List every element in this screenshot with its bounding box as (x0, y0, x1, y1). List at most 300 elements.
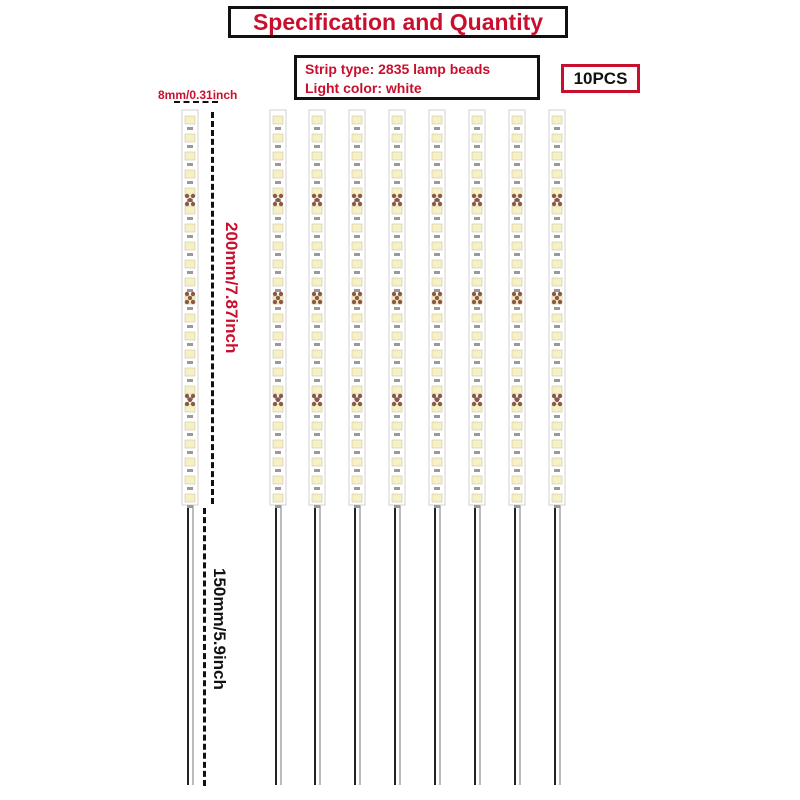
copper-pad (392, 292, 396, 296)
led-bead (432, 350, 442, 358)
led-bead (312, 152, 322, 160)
copper-pad (515, 398, 519, 402)
led-bead (352, 170, 362, 178)
led-bead (512, 350, 522, 358)
copper-pad (355, 296, 359, 300)
led-bead (312, 278, 322, 286)
led-bead (472, 152, 482, 160)
resistor (514, 163, 520, 166)
resistor (354, 253, 360, 256)
copper-pad (552, 394, 556, 398)
led-bead (312, 386, 322, 394)
resistor (394, 145, 400, 148)
led-bead (472, 458, 482, 466)
led-bead (552, 314, 562, 322)
resistor (554, 469, 560, 472)
copper-pad (472, 300, 476, 304)
copper-pad (438, 292, 442, 296)
resistor (554, 181, 560, 184)
copper-pad (518, 292, 522, 296)
copper-pad (435, 198, 439, 202)
resistor (275, 217, 281, 220)
led-bead (185, 170, 195, 178)
led-bead (312, 440, 322, 448)
resistor (434, 217, 440, 220)
led-bead (273, 278, 283, 286)
resistor (314, 271, 320, 274)
led-bead (432, 332, 442, 340)
resistor (275, 181, 281, 184)
copper-pad (552, 194, 556, 198)
resistor (434, 415, 440, 418)
copper-pad (472, 202, 476, 206)
copper-pad (279, 194, 283, 198)
led-bead (432, 170, 442, 178)
resistor (554, 361, 560, 364)
copper-pad (188, 198, 192, 202)
copper-pad (279, 202, 283, 206)
copper-pad (318, 194, 322, 198)
copper-pad (438, 402, 442, 406)
led-bead (392, 260, 402, 268)
copper-pad (435, 296, 439, 300)
copper-pad (191, 402, 195, 406)
resistor (514, 415, 520, 418)
led-bead (273, 242, 283, 250)
led-bead (185, 494, 195, 502)
led-bead (273, 368, 283, 376)
resistor (275, 235, 281, 238)
resistor (434, 505, 440, 508)
resistor (434, 325, 440, 328)
resistor (354, 379, 360, 382)
resistor (554, 163, 560, 166)
copper-pad (358, 394, 362, 398)
led-bead (512, 314, 522, 322)
led-bead (472, 476, 482, 484)
copper-pad (312, 194, 316, 198)
resistor (434, 163, 440, 166)
resistor (554, 343, 560, 346)
copper-pad (279, 292, 283, 296)
led-bead (512, 368, 522, 376)
resistor (354, 181, 360, 184)
copper-pad (558, 402, 562, 406)
resistor (275, 505, 281, 508)
copper-pad (555, 296, 559, 300)
copper-pad (478, 292, 482, 296)
copper-pad (188, 296, 192, 300)
led-bead (392, 278, 402, 286)
led-bead (185, 440, 195, 448)
led-bead (472, 206, 482, 214)
resistor (434, 181, 440, 184)
led-bead (472, 242, 482, 250)
resistor (554, 415, 560, 418)
led-bead (512, 152, 522, 160)
led-bead (392, 152, 402, 160)
copper-pad (318, 394, 322, 398)
resistor (275, 145, 281, 148)
resistor (187, 361, 193, 364)
led-bead (185, 332, 195, 340)
resistor (434, 235, 440, 238)
resistor (554, 325, 560, 328)
resistor (354, 307, 360, 310)
resistor (514, 307, 520, 310)
copper-pad (398, 402, 402, 406)
copper-pad (276, 398, 280, 402)
resistor (514, 343, 520, 346)
copper-pad (398, 202, 402, 206)
resistor (554, 253, 560, 256)
led-bead (392, 134, 402, 142)
led-bead (273, 476, 283, 484)
led-bead (472, 368, 482, 376)
resistor (394, 289, 400, 292)
resistor (187, 505, 193, 508)
resistor (394, 433, 400, 436)
resistor (554, 379, 560, 382)
led-bead (512, 386, 522, 394)
led-bead (312, 314, 322, 322)
led-bead (392, 386, 402, 394)
resistor (354, 343, 360, 346)
copper-pad (188, 398, 192, 402)
resistor (514, 181, 520, 184)
resistor (275, 127, 281, 130)
led-bead (273, 206, 283, 214)
led-bead (352, 242, 362, 250)
copper-pad (475, 398, 479, 402)
resistor (474, 433, 480, 436)
led-bead (352, 278, 362, 286)
led-bead (273, 494, 283, 502)
copper-pad (191, 394, 195, 398)
light-color-text: Light color: white (305, 80, 422, 96)
led-bead (512, 332, 522, 340)
copper-pad (512, 194, 516, 198)
copper-pad (515, 198, 519, 202)
resistor (314, 217, 320, 220)
resistor (434, 343, 440, 346)
resistor (354, 289, 360, 292)
resistor (314, 343, 320, 346)
resistor (187, 235, 193, 238)
led-bead (312, 332, 322, 340)
copper-pad (355, 198, 359, 202)
resistor (354, 271, 360, 274)
led-bead (312, 260, 322, 268)
copper-pad (478, 394, 482, 398)
resistor (474, 145, 480, 148)
led-bead (185, 422, 195, 430)
led-bead (472, 278, 482, 286)
led-bead (432, 386, 442, 394)
resistor (314, 145, 320, 148)
resistor (314, 415, 320, 418)
resistor (187, 325, 193, 328)
led-bead (432, 278, 442, 286)
led-bead (392, 458, 402, 466)
copper-pad (432, 292, 436, 296)
resistor (314, 487, 320, 490)
copper-pad (518, 194, 522, 198)
resistor (514, 325, 520, 328)
resistor (187, 163, 193, 166)
led-bead (472, 386, 482, 394)
copper-pad (392, 300, 396, 304)
led-bead (432, 368, 442, 376)
resistor (394, 505, 400, 508)
led-bead (392, 314, 402, 322)
resistor (275, 289, 281, 292)
resistor (275, 307, 281, 310)
led-bead (512, 206, 522, 214)
led-bead (352, 440, 362, 448)
resistor (354, 127, 360, 130)
led-bead (392, 224, 402, 232)
copper-pad (279, 394, 283, 398)
copper-pad (352, 402, 356, 406)
resistor (514, 487, 520, 490)
copper-pad (512, 300, 516, 304)
copper-pad (438, 202, 442, 206)
led-bead (432, 440, 442, 448)
led-bead (273, 170, 283, 178)
led-bead (552, 242, 562, 250)
resistor (394, 361, 400, 364)
resistor (474, 343, 480, 346)
led-bead (185, 476, 195, 484)
copper-pad (518, 402, 522, 406)
resistor (314, 235, 320, 238)
resistor (187, 433, 193, 436)
resistor (434, 253, 440, 256)
resistor (514, 253, 520, 256)
led-bead (512, 242, 522, 250)
copper-pad (279, 300, 283, 304)
led-bead (273, 422, 283, 430)
strip-type-text: Strip type: 2835 lamp beads (305, 61, 491, 77)
resistor (474, 361, 480, 364)
resistor (314, 127, 320, 130)
resistor (434, 127, 440, 130)
led-bead (352, 476, 362, 484)
led-bead (552, 224, 562, 232)
resistor (187, 415, 193, 418)
resistor (434, 451, 440, 454)
copper-pad (358, 202, 362, 206)
copper-pad (352, 292, 356, 296)
resistor (187, 343, 193, 346)
copper-pad (273, 202, 277, 206)
resistor (275, 325, 281, 328)
resistor (514, 127, 520, 130)
resistor (514, 433, 520, 436)
copper-pad (392, 402, 396, 406)
copper-pad (432, 300, 436, 304)
resistor (187, 307, 193, 310)
resistor (275, 379, 281, 382)
copper-pad (191, 202, 195, 206)
led-bead (312, 134, 322, 142)
copper-pad (191, 194, 195, 198)
resistor (554, 289, 560, 292)
copper-pad (191, 300, 195, 304)
copper-pad (185, 394, 189, 398)
resistor (187, 379, 193, 382)
led-bead (552, 332, 562, 340)
resistor (314, 379, 320, 382)
copper-pad (312, 202, 316, 206)
led-bead (312, 116, 322, 124)
copper-pad (273, 194, 277, 198)
led-bead (352, 152, 362, 160)
resistor (354, 163, 360, 166)
copper-pad (438, 194, 442, 198)
led-bead (392, 476, 402, 484)
led-bead (552, 368, 562, 376)
led-bead (352, 458, 362, 466)
led-bead (312, 368, 322, 376)
resistor (554, 433, 560, 436)
copper-pad (315, 398, 319, 402)
led-bead (352, 422, 362, 430)
led-bead (472, 440, 482, 448)
resistor (354, 451, 360, 454)
led-bead (185, 278, 195, 286)
copper-pad (273, 394, 277, 398)
copper-pad (276, 198, 280, 202)
resistor (275, 451, 281, 454)
led-bead (432, 476, 442, 484)
led-bead (512, 278, 522, 286)
copper-pad (352, 202, 356, 206)
led-bead (312, 206, 322, 214)
led-bead (552, 458, 562, 466)
copper-pad (358, 402, 362, 406)
led-bead (432, 152, 442, 160)
led-bead (185, 116, 195, 124)
led-bead (185, 260, 195, 268)
copper-pad (432, 402, 436, 406)
led-bead (185, 152, 195, 160)
copper-pad (552, 402, 556, 406)
resistor (354, 433, 360, 436)
resistor (354, 361, 360, 364)
copper-pad (185, 300, 189, 304)
resistor (514, 505, 520, 508)
resistor (314, 361, 320, 364)
resistor (474, 271, 480, 274)
led-bead (552, 350, 562, 358)
resistor (354, 217, 360, 220)
copper-pad (558, 202, 562, 206)
resistor (474, 253, 480, 256)
led-bead (185, 206, 195, 214)
copper-pad (352, 194, 356, 198)
resistor (514, 361, 520, 364)
led-bead (432, 224, 442, 232)
copper-pad (475, 296, 479, 300)
resistor (434, 361, 440, 364)
resistor (354, 505, 360, 508)
resistor (275, 253, 281, 256)
copper-pad (398, 194, 402, 198)
resistor (187, 127, 193, 130)
copper-pad (185, 292, 189, 296)
led-bead (472, 422, 482, 430)
led-bead (352, 494, 362, 502)
led-bead (312, 476, 322, 484)
copper-pad (273, 300, 277, 304)
copper-pad (273, 292, 277, 296)
resistor (514, 145, 520, 148)
resistor (554, 505, 560, 508)
resistor (394, 469, 400, 472)
resistor (314, 505, 320, 508)
resistor (187, 145, 193, 148)
resistor (394, 127, 400, 130)
resistor (275, 469, 281, 472)
led-bead (392, 206, 402, 214)
resistor (314, 253, 320, 256)
copper-pad (358, 300, 362, 304)
copper-pad (276, 296, 280, 300)
led-bead (432, 422, 442, 430)
copper-pad (478, 194, 482, 198)
resistor (554, 145, 560, 148)
resistor (514, 271, 520, 274)
resistor (394, 415, 400, 418)
led-bead (312, 224, 322, 232)
resistor (275, 361, 281, 364)
led-bead (392, 494, 402, 502)
resistor (187, 271, 193, 274)
resistor (187, 487, 193, 490)
wire-length-label: 150mm/5.9inch (210, 568, 229, 690)
led-bead (273, 224, 283, 232)
resistor (354, 145, 360, 148)
led-bead (512, 116, 522, 124)
resistor (275, 415, 281, 418)
led-bead (472, 260, 482, 268)
copper-pad (398, 292, 402, 296)
resistor (514, 469, 520, 472)
led-bead (512, 422, 522, 430)
led-bead (273, 260, 283, 268)
led-bead (273, 440, 283, 448)
resistor (275, 487, 281, 490)
resistor (434, 271, 440, 274)
led-bead (472, 332, 482, 340)
copper-pad (472, 402, 476, 406)
resistor (394, 487, 400, 490)
resistor (187, 289, 193, 292)
copper-pad (312, 402, 316, 406)
led-bead (185, 314, 195, 322)
resistor (314, 433, 320, 436)
copper-pad (398, 300, 402, 304)
copper-pad (558, 394, 562, 398)
copper-pad (352, 394, 356, 398)
resistor (474, 451, 480, 454)
resistor (434, 469, 440, 472)
resistor (275, 163, 281, 166)
led-bead (352, 332, 362, 340)
led-bead (185, 386, 195, 394)
